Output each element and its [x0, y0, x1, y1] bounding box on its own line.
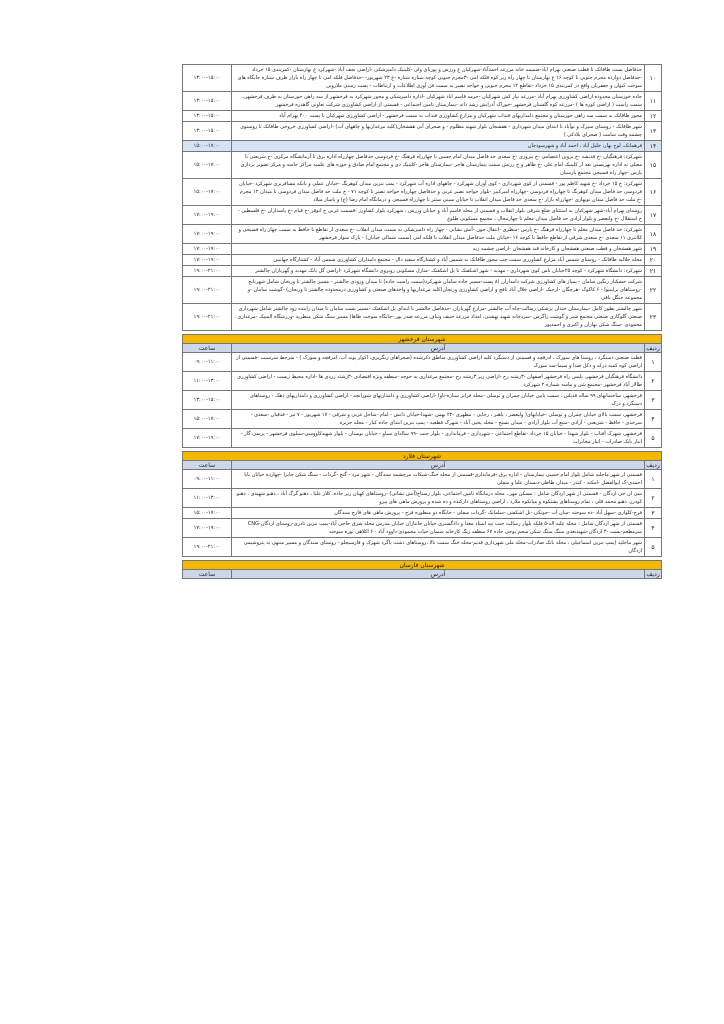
- table-row: [183, 206, 662, 225]
- row-number: ۱: [645, 470, 662, 489]
- row-address: قسمتی از شهر ماجلیه شامل بلوار امام خمینی بیمارستان - اداره برق -فرمانداری-قسمتی از محله خنگ-شبکات مرچشمه سندگان - شهر مرد - گنج -گرداب - سنگ شکن جابرا -چهارده حیاتان بابا احمدی-ک ابوالفضل -امکنه - کندر - میدان ظاظی-دبستان علیا و سفلی: [232, 470, 645, 489]
- table-row: [183, 277, 662, 304]
- row-address: فرخشهر، ساختمانهای ۹۹ ساله قدیلتن ، سمت پایین خیابان چمران و توسلی -محله فرانز ستاره-پاوا -اراضی کشاورزی و دامداریهای شورابچه - اراضی کشاورزی و دامداریهای دهک - روستاهای دستگرد و درک: [232, 391, 645, 410]
- row-time: ۱۷:۰۰-۱۹:۰۰: [183, 255, 232, 266]
- row-address: شهر ماجلیه (پمپ بنزین اسماعیلی ، محله بانک صادرات-محله ملی شهرداری قدیم-محله خنگ سمت بالا ،روستاهای دشت پاگرد شهرک و فارسیجلو - روستای سندگان و مسیر منتهی به پتروشیمی اردگان: [232, 538, 645, 557]
- row-number: ۲۲: [645, 277, 662, 304]
- row-time: ۱۷:۰۰-۱۹:۰۰: [183, 429, 232, 448]
- header-address: آدرس: [232, 461, 645, 470]
- table-row: [183, 391, 662, 410]
- row-number: ۱۶: [645, 179, 662, 206]
- row-number: ۱: [645, 353, 662, 372]
- table-row: [183, 244, 662, 255]
- row-number: ۵: [645, 538, 662, 557]
- row-time: ۱۱:۰۰-۱۳:۰۰: [183, 489, 232, 508]
- row-address: شرکت خشکبار رنگین سامان - پمپاژ های کشاورزی شرکت دامداران (۸ پست-مسیر جاده سامان شهرکرد(سمت راست جاده) تا میدان ورودی چالشتر - مسیر چالشتر تا ورنجان شامل شهرنانج -روستاهای پرلیبیوا - ۶ کاکوک -هرچگان -ارجنک -اراضی جلال آباد نافچ و اراضی کشاورزی ورنجان(کلیه مرغداریها و واحدهای صنعتی و کشاورزی درمحدوده چالشتر تا ورنجان) -گوشت سامان -و مجموعه جنگل بافی: [232, 277, 645, 304]
- header-row-number: ردیف: [646, 461, 660, 469]
- table-row: [183, 255, 662, 266]
- header-address: آدرس: [232, 570, 645, 579]
- row-address: فرهمانک، لوح بهار، خلیل آباد ، احمد آباد و شهرسودجان: [232, 141, 645, 152]
- row-address: شهرکرد: فرهنگیان -خ قدیشه -خ پروین اعتصامی -خ پیروزی -خ سعدی حد فاصل میدان امام حسین تا چهارراه فرهنگ -خ فردوسی حدفاصل چهارراه اداره برق تا آرمانشگاه مرکزی -خ شریعتی تا معبلی ته اداره بهزیستی بعد از کلینیک امام علی -خ ظاهر و خ زرتش سمت بیمارستان هاجر -بیمارستان هاجر -کلینیک دی و مجتمع امام صادق و حوزه های علمیه مراکز خامنه و مرکز تصویر بردازی پارس -چهار راه فسیحی مجتمع پارسیان: [232, 152, 645, 179]
- row-address: قطب صنعتی دستگرد ، روستا های سورک ، ادرقچه و قسمتی از دستگرد کلیه اراضی کشاورزی مناطق ذکرشده (صحراهای رنگریزی، اکوار پونه آب، امرقچه و سورک ) - سرخط سرسبت -قسمتی از اراضی کوه کمیه درکه و ذکل صدا و سیما-سد سورک: [232, 353, 645, 372]
- header-row-number: ردیف: [646, 570, 660, 578]
- row-number: ۲: [645, 489, 662, 508]
- column-header-row: [183, 344, 662, 353]
- row-number: ۵: [645, 429, 662, 448]
- city-header-row: [183, 561, 662, 570]
- table-row: [183, 266, 662, 277]
- row-address: شهر هفشجان و قطب صنعتی هفشجان و کارخانه قند هفشجان -اراضی چشمه زنه: [232, 244, 645, 255]
- city-header-row: [183, 335, 662, 344]
- row-time: ۱۵:۰۰-۱۷:۰۰: [183, 141, 232, 152]
- city-header-row: [183, 452, 662, 461]
- row-time: ۱۵:۰۰-۱۷:۰۰: [183, 410, 232, 429]
- table-row: [183, 353, 662, 372]
- row-number: ۴: [645, 519, 662, 538]
- header-time: ساعت: [183, 570, 232, 579]
- table-row: [183, 470, 662, 489]
- row-time: ۱۹:۰۰-۲۱:۰۰: [183, 277, 232, 304]
- row-address: محله جلالیه طاقانک - روستای شمس آباد مزارع کشاورزی سمت چپ محور طاقانک به شمس آباد و کشتارگاه سفید دال - مجتمع دامداران کشاورزی شمس آباد - کشتارگاه جهانبین: [232, 255, 645, 266]
- table-row: [183, 92, 662, 111]
- row-address: فرج-کلواری -سهل آباد -ده سوخته -میان آب -حونکی -تل اشکفتی -سلمانک -گرداب سفلی - جایگاه دو منظوره فرج - پرورش ماهی های قارچ سندگان: [232, 508, 645, 519]
- row-time: ۱۳:۰۰-۱۵:۰۰: [183, 122, 232, 141]
- column-header-row: [183, 461, 662, 470]
- row-time: ۱۷:۰۰-۱۹:۰۰: [183, 225, 232, 244]
- row-time: ۱۳:۰۰-۱۵:۰۰: [183, 65, 232, 92]
- row-number: ۲۰: [645, 255, 662, 266]
- row-address: سی ان جی اردگان - قسمتی از شهر اردگان شامل : مسکن مهر ، محله درمانگاه تامین اجتماعی، بلوار رستاخ(آتش نشانی) -روستاهای کهیان زیر جاده، کلار علیا ، دهنو گرگ آباد ، دهنو شهیدی ، دهنو کودرز، دهنو محمد قلی ، تمام روستاهای پشتکوه و میانکوه ملارد ، اراضی روستاهای دارکنده و ده شده و پرورش ماهی های پیرو: [232, 489, 645, 508]
- city-name: شهرستان فلارد: [183, 452, 662, 461]
- row-address: دانشگاه فرهنگیان فرخشهر، پلیس راه فرخشهر اصفهان -۳رشته رح -اراضی زیر ۳رشته رح -مجتمع مرغداری به خوجه -منطقه ویژه اقتصادی -۳رشته زردی ها -اداره محیط زیست - اراضی کشاورزی طالار آباد فرخشهر -مجتمع شن و ماسه شماره ۲ شهرکرد: [232, 372, 645, 391]
- row-number: ۱۲: [645, 111, 662, 122]
- row-address: شهرکرد: حد فاصل میدان معلم تا چهارراه فرهنگ -خ پارس -منظری -انتقال خون -آتش نشانی - چهار راه دامپزشکی به سمت میدان انقلاب -خ سعدی از تقاطع با حافظ به سمت چهار راه فسیحی و کلانتری ۱۱ سعدی -خ سعدی شرقی از تقاطع حافظ تا کوچه ۱۶ -خیابان ملت حدفاصل میدان انقلاب تا فلکه امی (سمت شمالی خیابان) - پارک سوار فرخشهر: [232, 225, 645, 244]
- row-number: ۳: [645, 508, 662, 519]
- row-address: فرخشهر، سمت بالای خیابان چمران و توسلی -خیابانهای( ولیعصر ، باهنر ، رجایی - مطهری -۲۲ بهمن -شهدا-خیابان دانش - امام -ساحل غربی و شرقی - ۱۷ شهریور - ۷ تیر - قدقیان -سعدی - سرحدی - حافظ - شریعتی - آزادی -منبع آب بلوار آزادی - میدان بسیج - محله یحیی آباد - شهرک قطعیه - پمپ بنزین ابتدای جاده کیار - محله جزیره: [232, 410, 645, 429]
- row-time: ۱۳:۰۰-۱۵:۰۰: [183, 111, 232, 122]
- schedule-body: [183, 65, 662, 579]
- row-number: ۱۴: [645, 141, 662, 152]
- table-row: [183, 179, 662, 206]
- row-address: روستای بهرام آباد-شهر شهرکیان به استثنای ضلع شرقی بلوار انقلاب و قسمتی از محله قاسم آباد و خیابان ورزش ، شهرکرد بلوار کشاورز -قسمت غربی خ انوقر -خ قیام -خ پاسداران -خ فلسطین - خ استقلال -خ ولیعصر و بلوار آزادی حد فاصل میدان معلم تا چهارمحال ، مجتمع مسکونی طلوع: [232, 206, 645, 225]
- row-number: ۲: [645, 372, 662, 391]
- table-row: [183, 519, 662, 538]
- row-time: ۱۹:۰۰-۲۱:۰۰: [183, 304, 232, 331]
- city-name: شهرستان فارسان: [183, 561, 662, 570]
- row-address: محور طاقانک به سمت سه راهی خوزستان و مجتمع دامداریهای قنداب شهرکیان و مزارع کشاورزی قنداب به سمت فرخشهر - اراضی کشاورزی شهرکیان تا پست ۴۰۰ بهرام آباد: [232, 111, 645, 122]
- row-number: ۱۷: [645, 206, 662, 225]
- row-address: جاده خوزستان محدوده اراضی کشاورزی بهرام آباد -مزرعه نیاز کش شهرکیان -حرمه قاسم اباد شهرکیان -اداره دامپزشکی و محور شهرکرد به فرخشهر از سه راهی خوزستان به طرف فرخشهر، سمت راست ( اراضی کوره ها ) -مزرعه کوه گلستان فرخشهر -خوراک آذرایش رشد دانه -بیمارستان تامین اجتماعی - قسمتی از اراضی کشاورزی شرکت تعاونی گاهدره فرخشهر: [232, 92, 645, 111]
- row-address: شهر چالشتر بطور کامل -بیمارستان خندان پزشکی رسالت-چاه آب چالشتر -مزارع گهرباران -حدفاصل چالشتر تا ابتدای پل اشکفتک -مسیر پست سامان تا میدان زاینده رود چالشتر شامل شهرداری صنعتی گلوگاری صنعتی مجتمع شیر و گوشت زاگرس -سردخانه شهید بهشتی، امداد مزرعه حنیف وتیاف مزرعه صدر پور -جایگاه سوخت طاها) مسیر سنگ شکن منطریه -ورزشگاه المپیک -مرغداری محمودی -سنگ شکن بهاران و اکبری و احمدپور: [232, 304, 645, 331]
- row-address: حدفاصل پست طاقانک تا قطب صنعتی بهرام اباد-ضمیمه خانه مزرعه احمدآباد-شهرکیان غ ورزش و پوریای ولی -کلینیک دامپزشکی -اراضی نجف آباد -شهرکرد غ بهارستان -کمربندی ۱۵ خرداد -حدفاصل دوازده محرم جنوبی تا کوچه ۱۶ غ بهارستان تا چهار راه زیر کوه فلکه امی -۳مجرم جنوبی کوچه ستاره ستاره -غ ۲۳ شهریور- -حدفاصل فلکه امی تا چهار راه بازار طرف ستاره جایگاه های سوخت کیوان و جعفریان واقع در کمربندی ۱۵ خرداد -تقاطع ۱۲ محرم جنوبی و خواجه نصیر به سمت فن آوری اطلاعات و ارتباطات - پست زمینی ملاروین: [232, 65, 645, 92]
- table-row: [183, 65, 662, 92]
- table-row: [183, 538, 662, 557]
- row-time: ۰۹:۰۰-۱۱:۰۰: [183, 353, 232, 372]
- row-number: ۱۹: [645, 244, 662, 255]
- row-address: شهر طاقانک - روستای سیرک و نوآباد تا ابتدای میدان شهرداری - هفشجان بلوار شهید مظلوم - و صحرای آبی هفشجان(کلیه مرغداریها و چاههای آب) -اراضی کشاورزی خروجی طاقانک تا روستوی چشمه وقت سامت ( صحرای بلادکی ): [232, 122, 645, 141]
- row-time: ۱۵:۰۰-۱۷:۰۰: [183, 508, 232, 519]
- table-row: [183, 489, 662, 508]
- table-row: [183, 152, 662, 179]
- row-address: شهرکرد: دانشگاه شهرکرد - کوچه ۲۵خیابان ناس کوی شهرداری - مهدیه - شهر اشکفتک تا پل اشکفتک -منازل مسکونی روبروی دانشگاه شهرکرد -اراضی گل بانک مهدیه و گهرباران چالشتر: [232, 266, 645, 277]
- header-row-number: ردیف: [646, 344, 660, 352]
- row-time: ۱۵:۰۰-۱۷:۰۰: [183, 152, 232, 179]
- row-time: ۱۹:۰۰-۲۱:۰۰: [183, 538, 232, 557]
- row-number: ۱۳: [645, 122, 662, 141]
- row-time: ۱۳:۰۰-۱۵:۰۰: [183, 391, 232, 410]
- outage-schedule-sheet: [182, 64, 662, 579]
- table-row: [183, 141, 662, 152]
- table-row: [183, 410, 662, 429]
- table-row: [183, 304, 662, 331]
- row-time: ۱۱:۰۰-۱۳:۰۰: [183, 372, 232, 391]
- table-row: [183, 111, 662, 122]
- row-time: ۱۷:۰۰-۱۹:۰۰: [183, 519, 232, 538]
- table-row: [183, 122, 662, 141]
- row-time: ۱۷:۰۰-۱۹:۰۰: [183, 244, 232, 255]
- table-row: [183, 508, 662, 519]
- row-time: ۱۵:۰۰-۱۷:۰۰: [183, 179, 232, 206]
- header-time: ساعت: [183, 461, 232, 470]
- row-number: ۱۵: [645, 152, 662, 179]
- row-number: ۱۰: [645, 65, 662, 92]
- row-time: ۱۳:۰۰-۱۵:۰۰: [183, 92, 232, 111]
- header-address: آدرس: [232, 344, 645, 353]
- row-number: ۲۱: [645, 266, 662, 277]
- outage-schedule-table: [182, 64, 662, 579]
- city-name: شهرستان فرخشهر: [183, 335, 662, 344]
- row-number: ۴: [645, 410, 662, 429]
- row-time: ۱۹:۰۰-۲۱:۰۰: [183, 266, 232, 277]
- table-row: [183, 225, 662, 244]
- column-header-row: [183, 570, 662, 579]
- row-number: ۲۳: [645, 304, 662, 331]
- header-time: ساعت: [183, 344, 232, 353]
- row-number: ۱۱: [645, 92, 662, 111]
- row-number: ۱۸: [645, 225, 662, 244]
- row-address: قسمتی از شهر اردگان شامل : محله علیه اله-۵ فلکه بلوار رسالت جنب تپه استاد معدا و دادگستری خیابان جانبازان خیابان مدرس محله شرق حاجی آباد-پمپ بنزین نادری-روستای اردگان-CNG سرمطعم-پست -۴ اردگان-شهیدبعدی سنگ سنگ شکن منجم بوجی جاده ۶۷ منطقه رنگ کارخانه سیمان حیات محمودی داوود آباد - ۶ اکلاهی بوره سوخته: [232, 519, 645, 538]
- row-time: ۱۷:۰۰-۱۹:۰۰: [183, 206, 232, 225]
- row-number: ۳: [645, 391, 662, 410]
- row-address: شهرکرد: خ ۱۵ خرداد -خ شهید کاظم پور - قسمتی از کوی شهرداری - کوی آوران شهرکرد - چاههای اداره آب شهرکرد - پمپ بنزین میدان کوهرنگ -خیابان عملی و بانکه مسافربری شهرکرد -خیابان فردوسی حد فاصل میدان کوهرنگ تا چهارراه فردوسی -چهارراه امیرکبیر -بلوار خواجه نصیر غربی و حدفاصل چهارراه خواجه نصیر تا کوچه ۷۱ - خ ملت حد فاصل میدان فردوسی تا میدان ۱۲ محرم -خ ملت حد فاصل میدان نوبهاری -چهارراه بازار -خ سعدی حد فاصل میدان انقلاب تا خیابان سینی ستتر تا چهارراه فسیحی و درمانگاه امام رضا (ع) و پاساژ میلاد: [232, 179, 645, 206]
- row-time: ۰۹:۰۰-۱۱:۰۰: [183, 470, 232, 489]
- table-row: [183, 429, 662, 448]
- row-address: فرخشهر، شهرک آفتاب - بلوار شهدا - خیابان ۱۵ خرداد -تقاطع اجتماعی - شهرداری - فرمانداری - بلوار جنت -۹۹ ساله‌ای سیاو - خیابان بوستان - بلوار شهیدکاووسی-سیلوی فرخشهر - پرسی گاز - انبار بانک صادرات - انبار مخابرات: [232, 429, 645, 448]
- table-row: [183, 372, 662, 391]
